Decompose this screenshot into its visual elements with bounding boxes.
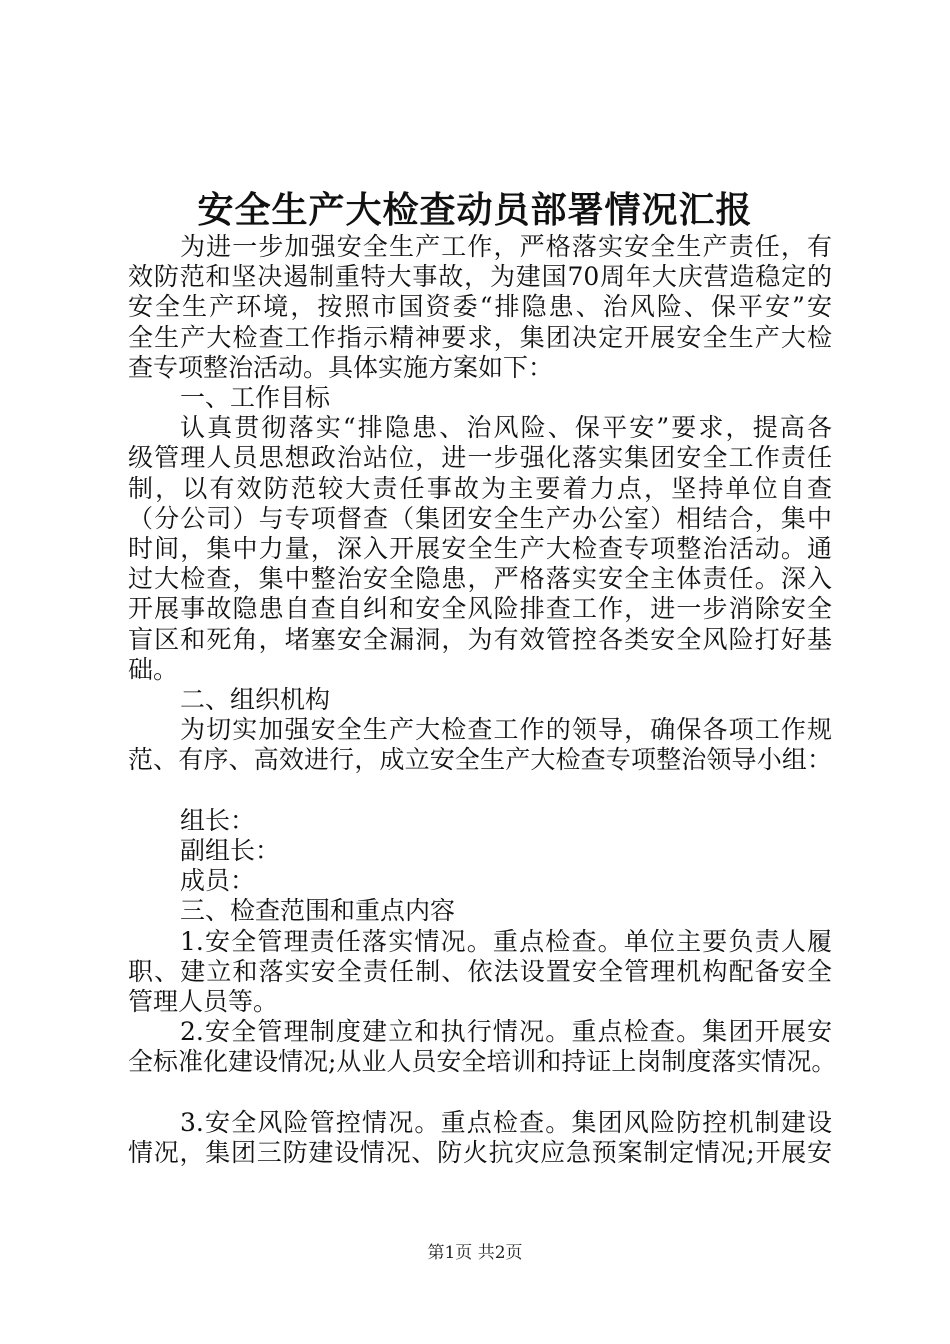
section-heading: 二、组织机构 — [180, 685, 331, 715]
document-body — [128, 232, 837, 1168]
paragraph-line: 1.安全管理责任落实情况。重点检查。单位主要负责人履 — [180, 926, 832, 956]
paragraph-line: 为进一步加强安全生产工作，严格落实安全生产责任，有 — [180, 232, 832, 261]
paragraph-line: 效防范和坚决遏制重特大事故，为建国70周年大庆营造稳定的 — [128, 262, 832, 292]
group-leader-label: 组长： — [180, 805, 256, 835]
paragraph-line: 管理人员等。 — [128, 987, 279, 1017]
paragraph-line: 为切实加强安全生产大检查工作的领导，确保各项工作规 — [180, 715, 832, 745]
paragraph-line: 全生产大检查工作指示精神要求，集团决定开展安全生产大检 — [128, 322, 832, 352]
paragraph-line: （分公司）与专项督查（集团安全生产办公室）相结合，集中 — [128, 503, 832, 533]
section-heading: 一、工作目标 — [180, 383, 331, 413]
paragraph-line: 情况，集团三防建设情况、防火抗灾应急预案制定情况;开展安 — [128, 1138, 832, 1168]
paragraph-line: 查专项整治活动。具体实施方案如下： — [128, 352, 554, 382]
blank-line — [128, 776, 832, 806]
paragraph-line: 认真贯彻落实“排隐患、治风险、保平安”要求，提高各 — [180, 413, 832, 443]
page-number-footer: 第1页 共2页 — [427, 1243, 523, 1263]
members-label: 成员： — [180, 866, 256, 896]
paragraph-line: 3.安全风险管控情况。重点检查。集团风险防控机制建设 — [180, 1107, 832, 1137]
paragraph-line: 安全生产环境，按照市国资委“排隐患、治风险、保平安”安 — [128, 292, 832, 322]
paragraph-line: 础。 — [128, 654, 179, 684]
paragraph-line: 过大检查，集中整治安全隐患，严格落实安全主体责任。深入 — [128, 564, 832, 594]
section-heading: 三、检查范围和重点内容 — [180, 896, 456, 926]
paragraph-line: 范、有序、高效进行，成立安全生产大检查专项整治领导小组： — [128, 745, 832, 775]
paragraph-line: 开展事故隐患自查自纠和安全风险排查工作，进一步消除安全 — [128, 594, 832, 624]
paragraph-line: 级管理人员思想政治站位，进一步强化落实集团安全工作责任 — [128, 443, 832, 473]
paragraph-line: 2.安全管理制度建立和执行情况。重点检查。集团开展安 — [180, 1017, 832, 1047]
paragraph-line: 时间，集中力量，深入开展安全生产大检查专项整治活动。通 — [128, 534, 832, 564]
paragraph-line: 制，以有效防范较大责任事故为主要着力点，坚持单位自查 — [128, 473, 832, 503]
document-title: 安全生产大检查动员部署情况汇报 — [197, 189, 753, 231]
deputy-leader-label: 副组长： — [180, 836, 281, 866]
paragraph-line: 全标准化建设情况;从业人员安全培训和持证上岗制度落实情况。 — [128, 1047, 837, 1077]
paragraph-line: 盲区和死角，堵塞安全漏洞，为有效管控各类安全风险打好基 — [128, 624, 832, 654]
paragraph-line: 职、建立和落实安全责任制、依法设置安全管理机构配备安全 — [128, 956, 832, 986]
blank-line — [128, 1078, 832, 1108]
